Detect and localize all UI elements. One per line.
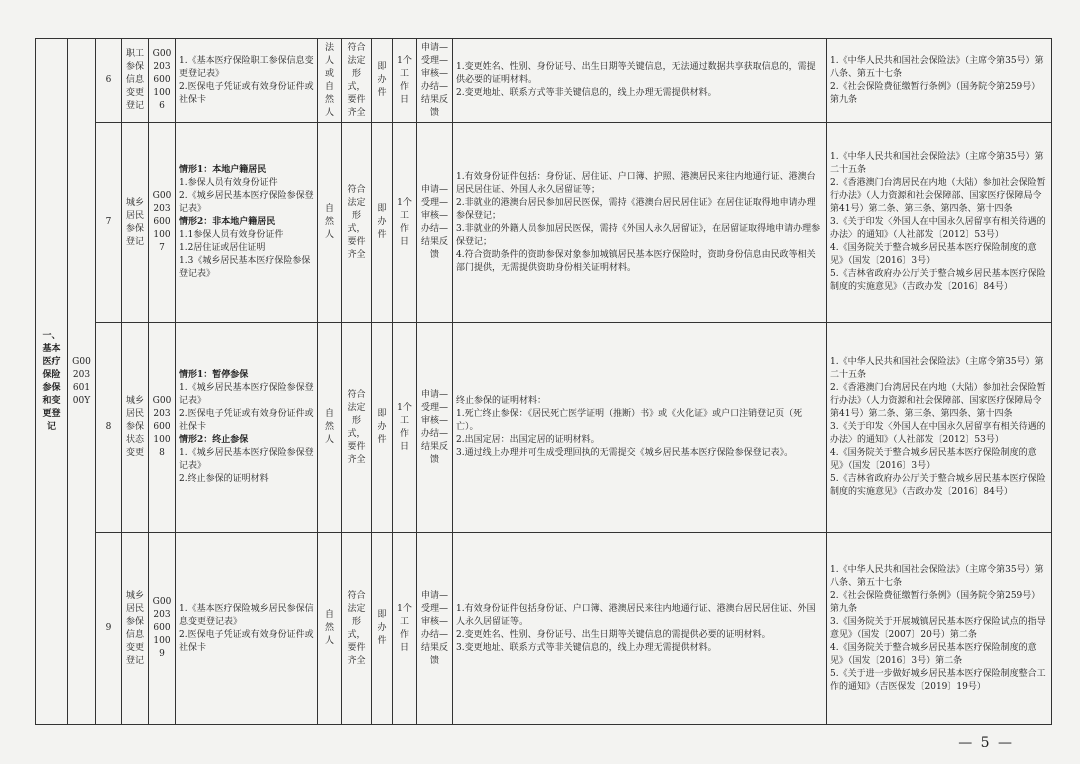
item-number: 8: [96, 323, 122, 533]
note-line: 1.死亡终止参保：《居民死亡医学证明（推断）书》或《火化证》或户口注销登记页（死亡）。: [456, 409, 803, 432]
item-basis: [827, 123, 1052, 323]
material-line: 2.医保电子凭证或有效身份证件或社保卡: [179, 409, 314, 432]
material-line: 情形2：非本地户籍居民: [179, 217, 276, 227]
material-line: 1.《城乡居民基本医疗保险参保登记表》: [179, 448, 314, 471]
material-line: 1.1参保人员有效身份证件: [179, 230, 284, 240]
material-line: 1.《基本医疗保险职工参保信息变更登记表》: [179, 55, 314, 79]
category-code-cell: [68, 39, 96, 725]
item-number: 7: [96, 123, 122, 323]
note-line: 3.变更地址、联系方式等非关键信息的，线上办理无需提供材料。: [456, 642, 717, 653]
basis-line: 1.《中华人民共和国社会保险法》（主席令第35号）第二十五条: [830, 152, 1044, 175]
material-line: 2.医保电子凭证或有效身份证件或社保卡: [179, 629, 314, 653]
item-code: G002036001007: [149, 123, 176, 323]
basis-line: 4.《国务院关于整合城乡居民基本医疗保险制度的意见》（国发〔2016〕3号）: [830, 243, 1037, 266]
service-items-table: [35, 38, 1052, 725]
basis-line: 5.《吉林省政府办公厅关于整合城乡居民基本医疗保险制度的实施意见》（吉政办发〔2016〕84号）: [830, 269, 1046, 292]
basis-line: 4.《国务院关于整合城乡居民基本医疗保险制度的意见》（国发〔2016〕3号）: [830, 448, 1037, 471]
item-notes: [453, 123, 827, 323]
item-time: 1个工作日: [393, 39, 417, 123]
note-line: 4.符合资助条件的资助参保对象参加城镇居民基本医疗保险时，资助身份信息由民政等相关部门提供，无需提供资助身份相关证明材料。: [456, 249, 816, 273]
basis-line: 2.《社会保险费征缴暂行条例》（国务院令第259号）第九条: [830, 590, 1041, 614]
note-line: 1.有效身份证件包括身份证、户口簿、港澳居民来往内地通行证、港澳台居民居住证、外国人永久居留证等。: [456, 603, 816, 627]
item-condition: 符合法定形式，要件齐全: [342, 39, 372, 123]
material-line: 1.参保人员有效身份证件: [179, 178, 278, 188]
basis-line: 1.《中华人民共和国社会保险法》（主席令第35号）第二十五条: [830, 357, 1044, 380]
basis-line: 1.《中华人民共和国社会保险法》（主席令第35号）第八条、第五十七条: [830, 55, 1044, 79]
item-name: 职工参保信息变更登记: [122, 39, 149, 123]
item-mode: 即办件: [372, 533, 393, 725]
item-name: 城乡居民参保状态变更: [122, 323, 149, 533]
material-line: 1.2居住证或居住证明: [179, 243, 266, 253]
item-materials: [176, 123, 318, 323]
item-process: 申请—受理—审核—办结—结果反馈: [417, 533, 453, 725]
note-line: 2.出国定居：出国定居的证明材料。: [456, 435, 600, 445]
item-mode: 即办件: [372, 323, 393, 533]
item-materials: [176, 323, 318, 533]
item-number: 6: [96, 39, 122, 123]
note-line: 3.通过线上办理并可生成受理回执的无需提交《城乡居民基本医疗保险参保登记表》。: [456, 448, 794, 458]
item-notes: [453, 533, 827, 725]
item-mode: 即办件: [372, 39, 393, 123]
item-name: 城乡居民参保登记: [122, 123, 149, 323]
basis-line: 5.《吉林省政府办公厅关于整合城乡居民基本医疗保险制度的实施意见》（吉政办发〔2016〕84号）: [830, 474, 1046, 497]
item-materials: [176, 533, 318, 725]
note-line: 终止参保的证明材料：: [456, 396, 547, 406]
category-label: 一、基本医疗保险参保和变更登记: [42, 330, 61, 432]
material-line: 2.医保电子凭证或有效身份证件或社保卡: [179, 81, 314, 105]
basis-line: 5.《关于进一步做好城乡居民基本医疗保险制度整合工作的通知》（吉医保发〔2019〕19号）: [830, 668, 1046, 692]
material-line: 情形1：本地户籍居民: [179, 165, 267, 175]
category-cell: [36, 39, 68, 725]
item-target: 法人或自然人: [318, 39, 342, 123]
page-number: — 5 —: [958, 735, 1014, 751]
item-notes: [453, 39, 827, 123]
basis-line: 3.《关于印发〈外国人在中国永久居留享有相关待遇的办法〉的通知》（人社部发〔2012〕53号）: [830, 422, 1046, 445]
item-code: G002036001008: [149, 323, 176, 533]
item-basis: [827, 39, 1052, 123]
table-row: [36, 323, 1052, 533]
note-line: 1.变更姓名、性别、身份证号、出生日期等关键信息，无法通过数据共享获取信息的，需提供必要的证明材料。: [456, 62, 816, 85]
item-basis: [827, 323, 1052, 533]
material-line: 2.终止参保的证明材料: [179, 474, 269, 484]
item-condition: 符合法定形式，要件齐全: [342, 123, 372, 323]
material-line: 2.《城乡居民基本医疗保险参保登记表》: [179, 191, 314, 214]
basis-line: 3.《关于印发〈外国人在中国永久居留享有相关待遇的办法〉的通知》（人社部发〔2012〕53号）: [830, 217, 1046, 240]
basis-line: 3.《国务院关于开展城镇居民基本医疗保险试点的指导意见》（国发〔2007〕20号）第二条: [830, 616, 1046, 640]
basis-line: 2.《香港澳门台湾居民在内地（大陆）参加社会保险暂行办法》（人力资源和社会保障部、国家医疗保障局令第41号）第二条、第三条、第四条、第十四条: [830, 178, 1046, 214]
material-line: 情形2：终止参保: [179, 435, 249, 445]
note-line: 1.有效身份证件包括：身份证、居住证、户口簿、护照、港澳居民来往内地通行证、港澳台居民居住证、外国人永久居留证等；: [456, 171, 816, 195]
item-time: 1个工作日: [393, 533, 417, 725]
item-target: 自然人: [318, 323, 342, 533]
item-condition: 符合法定形式，要件齐全: [342, 323, 372, 533]
table-row: [36, 123, 1052, 323]
material-line: 1.《基本医疗保险城乡居民参保信息变更登记表》: [179, 603, 314, 627]
item-name: 城乡居民参保信息变更登记: [122, 533, 149, 725]
item-code: G002036001006: [149, 39, 176, 123]
item-target: 自然人: [318, 123, 342, 323]
material-line: 情形1：暂停参保: [179, 370, 249, 380]
item-code: G002036001009: [149, 533, 176, 725]
item-process: 申请—受理—审核—办结—结果反馈: [417, 39, 453, 123]
item-mode: 即办件: [372, 123, 393, 323]
item-notes: [453, 323, 827, 533]
note-line: 2.变更姓名、性别、身份证号、出生日期等关键信息的需提供必要的证明材料。: [456, 629, 771, 640]
material-line: 1.《城乡居民基本医疗保险参保登记表》: [179, 383, 314, 406]
item-time: 1个工作日: [393, 123, 417, 323]
item-process: 申请—受理—审核—办结—结果反馈: [417, 123, 453, 323]
item-process: 申请—受理—审核—办结—结果反馈: [417, 323, 453, 533]
item-materials: [176, 39, 318, 123]
basis-line: 2.《社会保险费征缴暂行条例》（国务院令第259号）第九条: [830, 81, 1041, 105]
item-condition: 符合法定形式，要件齐全: [342, 533, 372, 725]
item-number: 9: [96, 533, 122, 725]
material-line: 1.3《城乡居民基本医疗保险参保登记表》: [179, 256, 311, 279]
item-basis: [827, 533, 1052, 725]
note-line: 2.非就业的港澳台居民参加居民医保，需持《港澳台居民居住证》在居住证取得地申请办理参保登记；: [456, 197, 816, 221]
item-time: 1个工作日: [393, 323, 417, 533]
item-target: 自然人: [318, 533, 342, 725]
note-line: 3.非就业的外籍人员参加居民医保，需持《外国人永久居留证》，在居留证取得地申请办理参保登记；: [456, 223, 821, 247]
basis-line: 4.《国务院关于整合城乡居民基本医疗保险制度的意见》（国发〔2016〕3号）第二条: [830, 642, 1037, 666]
basis-line: 1.《中华人民共和国社会保险法》（主席令第35号）第八条、第五十七条: [830, 564, 1044, 588]
table-row: [36, 533, 1052, 725]
note-line: 2.变更地址、联系方式等非关键信息的，线上办理无需提供材料。: [456, 88, 717, 98]
basis-line: 2.《香港澳门台湾居民在内地（大陆）参加社会保险暂行办法》（人力资源和社会保障部、国家医疗保障局令第41号）第二条、第三条、第四条、第十四条: [830, 383, 1046, 419]
table-row: [36, 39, 1052, 123]
category-code: G0020360100Y: [72, 356, 91, 406]
